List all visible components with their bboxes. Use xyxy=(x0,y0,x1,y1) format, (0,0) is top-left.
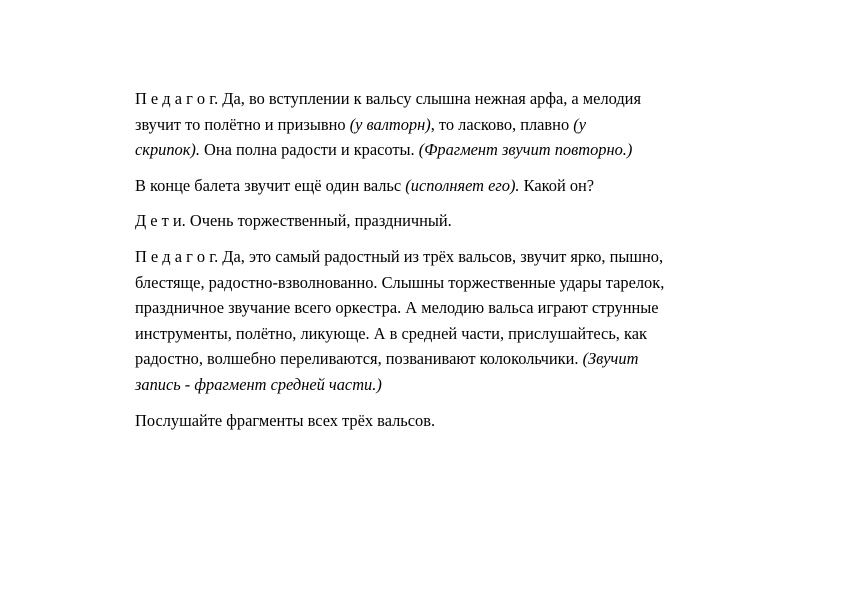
paragraph xyxy=(135,244,735,398)
text-segment: радостно, волшебно переливаются, позванивают колокольчики. xyxy=(135,349,583,369)
paragraph-gap xyxy=(135,234,735,244)
text-line xyxy=(135,208,735,234)
paragraph xyxy=(135,408,735,434)
text-line xyxy=(135,372,735,398)
italic-remark: (у валторн) xyxy=(349,114,431,134)
text-line xyxy=(135,86,735,112)
text-segment: инструменты, полётно, ликующе. А в средней части, прислушайтесь, как xyxy=(135,323,647,343)
paragraph xyxy=(135,86,735,163)
text-line xyxy=(135,270,735,296)
italic-remark: запись - фрагмент средней части.) xyxy=(135,374,382,394)
italic-remark: скрипок). xyxy=(135,140,200,160)
text-segment: Она полна радости и красоты. xyxy=(199,140,419,160)
italic-remark: (Фрагмент звучит повторно.) xyxy=(418,140,633,160)
paragraph xyxy=(135,173,735,199)
italic-remark: (исполняет его). xyxy=(405,175,520,195)
text-line xyxy=(135,295,735,321)
text-segment: звучит то полётно и призывно xyxy=(135,114,350,134)
italic-remark: (Звучит xyxy=(582,349,639,369)
italic-remark: (у xyxy=(573,114,586,134)
paragraph-gap xyxy=(135,163,735,173)
text-segment: Послушайте фрагменты всех трёх вальсов. xyxy=(135,410,436,430)
text-segment: В конце балета звучит ещё один вальс xyxy=(135,175,406,195)
paragraph-gap xyxy=(135,398,735,408)
text-line xyxy=(135,244,735,270)
text-segment: , то ласково, плавно xyxy=(430,114,574,134)
text-line xyxy=(135,137,735,163)
text-line xyxy=(135,173,735,199)
text-segment: блестяще, радостно-взволнованно. Слышны торжественные удары тарелок, xyxy=(135,272,665,292)
paragraph xyxy=(135,208,735,234)
text-line xyxy=(135,321,735,347)
text-segment: П е д а г о г. Да, во вступлении к вальсу слышна нежная арфа, а мелодия xyxy=(135,89,641,108)
text-segment: праздничное звучание всего оркестра. А мелодию вальса играют струнные xyxy=(135,298,659,318)
paragraph-gap xyxy=(135,198,735,208)
text-line xyxy=(135,408,735,434)
text-line xyxy=(135,112,735,138)
text-segment: Какой он? xyxy=(519,175,595,195)
text-segment: П е д а г о г. Да, это самый радостный из трёх вальсов, звучит ярко, пышно, xyxy=(135,246,664,266)
text-segment: Д е т и. Очень торжественный, праздничный. xyxy=(135,211,452,231)
text-line xyxy=(135,346,735,372)
document-text xyxy=(135,86,735,433)
